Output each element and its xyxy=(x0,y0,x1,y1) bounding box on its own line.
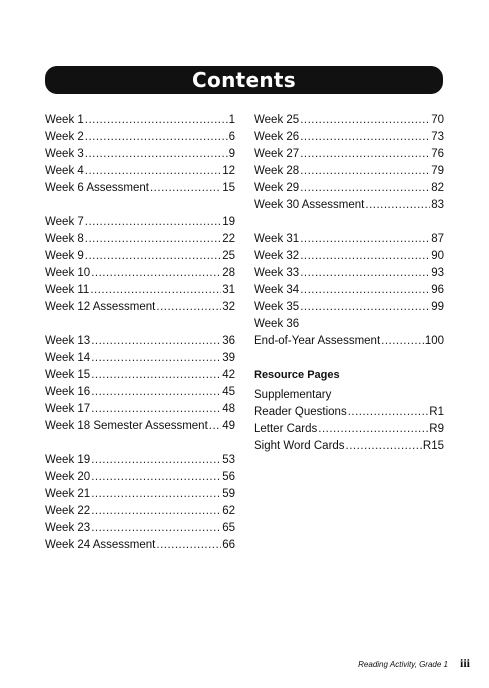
toc-entry xyxy=(45,418,235,435)
toc-entry-page: 62 xyxy=(222,505,235,517)
page-number: iii xyxy=(459,656,470,670)
toc-entry-label: Week 12 Assessment xyxy=(45,301,156,313)
toc-entry-label: Week 11 xyxy=(45,284,90,296)
toc-right-column xyxy=(254,112,444,455)
toc-entry-label: Week 1 xyxy=(45,114,84,126)
dot-leader xyxy=(300,231,430,248)
toc-entry-label: Sight Word Cards xyxy=(254,440,345,452)
dot-leader xyxy=(300,146,430,163)
toc-entry-page: 9 xyxy=(228,148,235,160)
toc-entry xyxy=(254,316,444,333)
toc-entry-label: Week 20 xyxy=(45,471,91,483)
toc-entry-label: Week 30 Assessment xyxy=(254,199,365,211)
toc-entry xyxy=(45,231,235,248)
toc-entry xyxy=(45,452,235,469)
dot-leader xyxy=(209,418,221,435)
toc-entry-page: R15 xyxy=(422,440,444,452)
toc-entry-label: Week 24 Assessment xyxy=(45,539,156,551)
page-footer xyxy=(330,656,470,670)
toc-entry xyxy=(45,537,235,554)
toc-entry xyxy=(254,112,444,129)
toc-entry-page: 87 xyxy=(431,233,444,245)
toc-group xyxy=(45,452,235,554)
toc-entry xyxy=(254,248,444,265)
dot-leader xyxy=(91,503,221,520)
toc-entry-label: Letter Cards xyxy=(254,423,318,435)
toc-entry-page: 70 xyxy=(431,114,444,126)
toc-entry-page: 66 xyxy=(222,539,235,551)
toc-entry-page: 25 xyxy=(222,250,235,262)
toc-entry-page: 39 xyxy=(222,352,235,364)
dot-leader xyxy=(300,112,430,129)
toc-entry xyxy=(45,486,235,503)
dot-leader xyxy=(300,299,430,316)
dot-leader xyxy=(381,333,424,350)
toc-entry-label: Supplementary xyxy=(254,389,332,401)
toc-entry-page: 42 xyxy=(222,369,235,381)
toc-group xyxy=(45,214,235,316)
toc-entry-label: Week 34 xyxy=(254,284,300,296)
dot-leader xyxy=(156,299,221,316)
toc-entry-page: R9 xyxy=(429,423,444,435)
toc-entry-label: Week 18 Semester Assessment xyxy=(45,420,208,432)
toc-entry-label: Week 13 xyxy=(45,335,91,347)
toc-entry xyxy=(254,180,444,197)
dot-leader xyxy=(346,438,422,455)
toc-entry-label: Week 35 xyxy=(254,301,300,313)
toc-entry-page: 65 xyxy=(222,522,235,534)
dot-leader xyxy=(85,112,228,129)
dot-leader xyxy=(150,180,221,197)
resource-pages-heading: Resource Pages xyxy=(254,369,340,381)
toc-entry xyxy=(45,112,235,129)
toc-entry xyxy=(45,350,235,367)
toc-entry-label: Week 23 xyxy=(45,522,91,534)
toc-entry xyxy=(254,231,444,248)
toc-entry-label: Week 27 xyxy=(254,148,300,160)
toc-entry-page: 1 xyxy=(228,114,235,126)
toc-entry-page: 49 xyxy=(222,420,235,432)
toc-entry xyxy=(254,299,444,316)
toc-entry-page: 93 xyxy=(431,267,444,279)
dot-leader xyxy=(91,486,221,503)
toc-entry-label: End-of-Year Assessment xyxy=(254,335,381,347)
toc-entry-label: Week 25 xyxy=(254,114,300,126)
toc-entry xyxy=(45,367,235,384)
toc-entry xyxy=(254,333,444,350)
dot-leader xyxy=(91,367,221,384)
dot-leader xyxy=(85,129,228,146)
toc-entry-label: Week 28 xyxy=(254,165,300,177)
toc-entry xyxy=(45,282,235,299)
toc-entry xyxy=(45,333,235,350)
dot-leader xyxy=(91,520,221,537)
toc-entry xyxy=(45,180,235,197)
toc-entry-label: Week 26 xyxy=(254,131,300,143)
toc-entry-label: Reader Questions xyxy=(254,406,347,418)
toc-entry-page: 79 xyxy=(431,165,444,177)
toc-entry-label: Week 3 xyxy=(45,148,84,160)
toc-entry-page: 19 xyxy=(222,216,235,228)
dot-leader xyxy=(91,401,221,418)
toc-entry-page: 53 xyxy=(222,454,235,466)
toc-entry xyxy=(254,197,444,214)
toc-entry xyxy=(254,146,444,163)
toc-entry-label: Week 4 xyxy=(45,165,84,177)
toc-entry-page: 100 xyxy=(424,335,444,347)
toc-entry-label: Week 32 xyxy=(254,250,300,262)
toc-entry-label: Week 31 xyxy=(254,233,300,245)
toc-entry-page: 59 xyxy=(222,488,235,500)
toc-entry xyxy=(45,265,235,282)
toc-entry-label: Week 2 xyxy=(45,131,84,143)
dot-leader xyxy=(300,163,430,180)
dot-leader xyxy=(348,404,429,421)
toc-entry-label: Week 19 xyxy=(45,454,91,466)
toc-entry xyxy=(254,438,444,455)
toc-entry-page: 99 xyxy=(431,301,444,313)
toc-entry-label: Week 10 xyxy=(45,267,91,279)
footer-text: Reading Activity, Grade 1 xyxy=(358,660,448,669)
toc-entry-page: 90 xyxy=(431,250,444,262)
toc-entry xyxy=(45,520,235,537)
toc-entry xyxy=(45,248,235,265)
toc-entry-label: Week 8 xyxy=(45,233,84,245)
toc-entry-page: 96 xyxy=(431,284,444,296)
toc-entry-page: 22 xyxy=(222,233,235,245)
toc-entry-page: 6 xyxy=(228,131,235,143)
toc-entry-label: Week 15 xyxy=(45,369,91,381)
toc-entry xyxy=(45,299,235,316)
toc-entry-label: Week 9 xyxy=(45,250,84,262)
page-title: Contents xyxy=(192,68,296,92)
toc-entry-label: Week 14 xyxy=(45,352,91,364)
toc-entry-label: Week 16 xyxy=(45,386,91,398)
toc-entry xyxy=(45,503,235,520)
dot-leader xyxy=(365,197,430,214)
toc-entry xyxy=(45,129,235,146)
toc-entry xyxy=(254,265,444,282)
dot-leader xyxy=(85,214,221,231)
toc-left-column xyxy=(45,112,235,571)
toc-entry-page: 56 xyxy=(222,471,235,483)
dot-leader xyxy=(300,180,430,197)
toc-entry-page: 83 xyxy=(431,199,444,211)
toc-entry xyxy=(254,404,444,421)
dot-leader xyxy=(91,265,221,282)
toc-entry-page: 48 xyxy=(222,403,235,415)
toc-entry-page: 12 xyxy=(222,165,235,177)
toc-entry xyxy=(254,163,444,180)
toc-entry-label: Week 7 xyxy=(45,216,84,228)
toc-entry-page: 45 xyxy=(222,386,235,398)
toc-entry-page: 31 xyxy=(222,284,235,296)
toc-entry xyxy=(45,214,235,231)
toc-group xyxy=(254,112,444,214)
toc-entry xyxy=(254,129,444,146)
toc-entry-label: Week 36 xyxy=(254,318,300,330)
toc-entry xyxy=(45,469,235,486)
toc-entry-page: 15 xyxy=(222,182,235,194)
toc-entry-page: 76 xyxy=(431,148,444,160)
dot-leader xyxy=(85,146,228,163)
toc-entry xyxy=(254,421,444,438)
dot-leader xyxy=(91,333,221,350)
dot-leader xyxy=(85,248,221,265)
dot-leader xyxy=(90,282,221,299)
toc-entry-label: Week 22 xyxy=(45,505,91,517)
toc-entry xyxy=(45,146,235,163)
dot-leader xyxy=(91,384,221,401)
dot-leader xyxy=(91,452,221,469)
contents-title-banner xyxy=(45,66,443,94)
toc-entry xyxy=(254,387,444,404)
toc-entry-page: 36 xyxy=(222,335,235,347)
toc-entry xyxy=(45,384,235,401)
toc-group xyxy=(254,231,444,350)
toc-entry-page: 28 xyxy=(222,267,235,279)
toc-entry xyxy=(45,163,235,180)
toc-entry-page: R1 xyxy=(429,406,444,418)
toc-entry-label: Week 6 Assessment xyxy=(45,182,149,194)
dot-leader xyxy=(300,265,430,282)
dot-leader xyxy=(156,537,221,554)
toc-group xyxy=(45,112,235,197)
toc-entry-label: Week 21 xyxy=(45,488,91,500)
toc-group xyxy=(45,333,235,435)
dot-leader xyxy=(300,282,430,299)
dot-leader xyxy=(91,350,221,367)
toc-entry xyxy=(45,401,235,418)
toc-entry-page: 73 xyxy=(431,131,444,143)
dot-leader xyxy=(91,469,221,486)
dot-leader xyxy=(85,231,221,248)
toc-entry-label: Week 29 xyxy=(254,182,300,194)
toc-entry-label: Week 33 xyxy=(254,267,300,279)
toc-entry-page: 32 xyxy=(222,301,235,313)
dot-leader xyxy=(318,421,428,438)
dot-leader xyxy=(300,248,430,265)
toc-entry-label: Week 17 xyxy=(45,403,91,415)
toc-entry-page: 82 xyxy=(431,182,444,194)
toc-entry xyxy=(254,282,444,299)
dot-leader xyxy=(85,163,221,180)
dot-leader xyxy=(300,129,430,146)
